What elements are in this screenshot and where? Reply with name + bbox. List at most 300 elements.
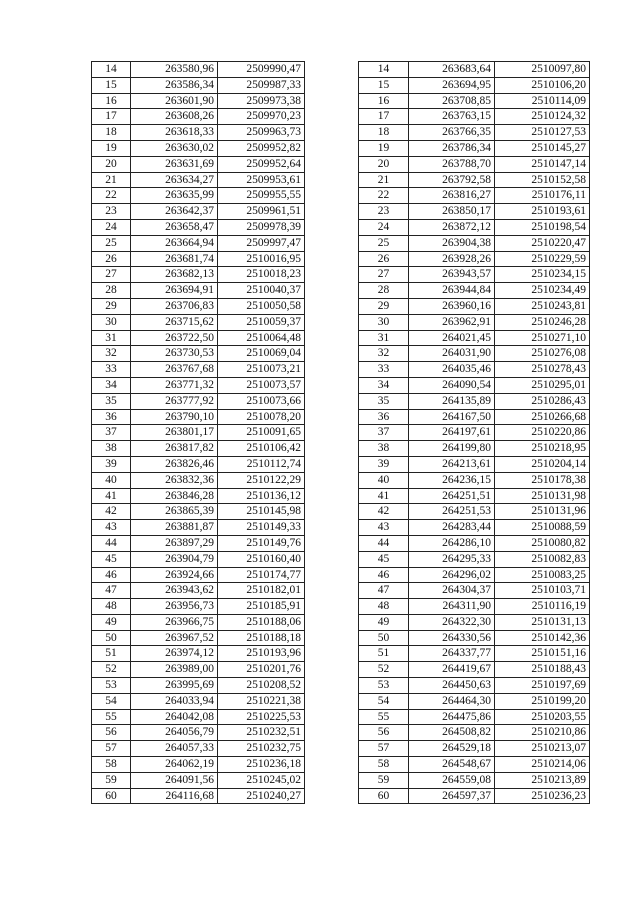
point-number-cell: 43 bbox=[359, 520, 409, 536]
x-coordinate-cell: 264464,30 bbox=[409, 693, 495, 709]
table-row bbox=[92, 204, 305, 220]
table-row bbox=[359, 520, 590, 536]
point-number-cell: 33 bbox=[359, 362, 409, 378]
y-coordinate-cell: 2510240,27 bbox=[218, 788, 305, 804]
x-coordinate-cell: 263730,53 bbox=[131, 346, 218, 362]
point-number-cell: 55 bbox=[92, 709, 131, 725]
x-coordinate-cell: 263956,73 bbox=[131, 599, 218, 615]
x-coordinate-cell: 263790,10 bbox=[131, 409, 218, 425]
table-row bbox=[92, 504, 305, 520]
x-coordinate-cell: 264597,37 bbox=[409, 788, 495, 804]
x-coordinate-cell: 263928,26 bbox=[409, 251, 495, 267]
table-row bbox=[359, 330, 590, 346]
table-row bbox=[359, 251, 590, 267]
y-coordinate-cell: 2510182,01 bbox=[218, 583, 305, 599]
y-coordinate-cell: 2510218,95 bbox=[495, 441, 590, 457]
table-row bbox=[359, 393, 590, 409]
x-coordinate-cell: 263786,34 bbox=[409, 140, 495, 156]
x-coordinate-cell: 263801,17 bbox=[131, 425, 218, 441]
point-number-cell: 22 bbox=[92, 188, 131, 204]
y-coordinate-cell: 2510103,71 bbox=[495, 583, 590, 599]
y-coordinate-cell: 2510152,58 bbox=[495, 172, 590, 188]
y-coordinate-cell: 2510243,81 bbox=[495, 298, 590, 314]
table-row bbox=[92, 425, 305, 441]
y-coordinate-cell: 2510151,16 bbox=[495, 646, 590, 662]
x-coordinate-cell: 263924,66 bbox=[131, 567, 218, 583]
table-row bbox=[359, 377, 590, 393]
table-row bbox=[92, 551, 305, 567]
point-number-cell: 21 bbox=[359, 172, 409, 188]
y-coordinate-cell: 2510220,86 bbox=[495, 425, 590, 441]
point-number-cell: 39 bbox=[92, 456, 131, 472]
point-number-cell: 58 bbox=[92, 757, 131, 773]
y-coordinate-cell: 2510232,75 bbox=[218, 741, 305, 757]
y-coordinate-cell: 2510073,66 bbox=[218, 393, 305, 409]
coordinates-table-left bbox=[91, 61, 305, 804]
y-coordinate-cell: 2510193,96 bbox=[218, 646, 305, 662]
point-number-cell: 22 bbox=[359, 188, 409, 204]
y-coordinate-cell: 2510112,74 bbox=[218, 456, 305, 472]
y-coordinate-cell: 2510213,89 bbox=[495, 772, 590, 788]
point-number-cell: 43 bbox=[92, 520, 131, 536]
point-number-cell: 42 bbox=[92, 504, 131, 520]
table-row bbox=[359, 646, 590, 662]
table-row bbox=[92, 583, 305, 599]
point-number-cell: 59 bbox=[92, 772, 131, 788]
y-coordinate-cell: 2510286,43 bbox=[495, 393, 590, 409]
point-number-cell: 30 bbox=[92, 314, 131, 330]
y-coordinate-cell: 2509973,38 bbox=[218, 93, 305, 109]
point-number-cell: 35 bbox=[92, 393, 131, 409]
y-coordinate-cell: 2510083,25 bbox=[495, 567, 590, 583]
y-coordinate-cell: 2510234,49 bbox=[495, 283, 590, 299]
table-row bbox=[92, 662, 305, 678]
table-row bbox=[92, 62, 305, 78]
y-coordinate-cell: 2510236,23 bbox=[495, 788, 590, 804]
x-coordinate-cell: 263943,57 bbox=[409, 267, 495, 283]
x-coordinate-cell: 263944,84 bbox=[409, 283, 495, 299]
point-number-cell: 60 bbox=[359, 788, 409, 804]
y-coordinate-cell: 2510127,53 bbox=[495, 125, 590, 141]
x-coordinate-cell: 263850,17 bbox=[409, 204, 495, 220]
x-coordinate-cell: 263846,28 bbox=[131, 488, 218, 504]
y-coordinate-cell: 2510136,12 bbox=[218, 488, 305, 504]
y-coordinate-cell: 2510082,83 bbox=[495, 551, 590, 567]
y-coordinate-cell: 2510078,20 bbox=[218, 409, 305, 425]
x-coordinate-cell: 263722,50 bbox=[131, 330, 218, 346]
y-coordinate-cell: 2509952,64 bbox=[218, 156, 305, 172]
table-row bbox=[359, 472, 590, 488]
y-coordinate-cell: 2510088,59 bbox=[495, 520, 590, 536]
x-coordinate-cell: 263631,69 bbox=[131, 156, 218, 172]
point-number-cell: 40 bbox=[359, 472, 409, 488]
point-number-cell: 30 bbox=[359, 314, 409, 330]
table-row bbox=[359, 599, 590, 615]
y-coordinate-cell: 2510210,86 bbox=[495, 725, 590, 741]
x-coordinate-cell: 263706,83 bbox=[131, 298, 218, 314]
table-row bbox=[92, 646, 305, 662]
table-row bbox=[359, 551, 590, 567]
x-coordinate-cell: 263715,62 bbox=[131, 314, 218, 330]
table-row bbox=[359, 614, 590, 630]
y-coordinate-cell: 2510229,59 bbox=[495, 251, 590, 267]
x-coordinate-cell: 263816,27 bbox=[409, 188, 495, 204]
y-coordinate-cell: 2510160,40 bbox=[218, 551, 305, 567]
table-body bbox=[92, 62, 305, 804]
point-number-cell: 49 bbox=[359, 614, 409, 630]
table-row bbox=[359, 488, 590, 504]
point-number-cell: 38 bbox=[92, 441, 131, 457]
table-row bbox=[359, 62, 590, 78]
y-coordinate-cell: 2510059,37 bbox=[218, 314, 305, 330]
point-number-cell: 23 bbox=[92, 204, 131, 220]
y-coordinate-cell: 2510208,52 bbox=[218, 678, 305, 694]
point-number-cell: 16 bbox=[359, 93, 409, 109]
table-row bbox=[92, 772, 305, 788]
x-coordinate-cell: 263974,12 bbox=[131, 646, 218, 662]
point-number-cell: 41 bbox=[359, 488, 409, 504]
table-row bbox=[359, 298, 590, 314]
x-coordinate-cell: 264296,02 bbox=[409, 567, 495, 583]
x-coordinate-cell: 263694,91 bbox=[131, 283, 218, 299]
coordinates-table-right bbox=[358, 61, 590, 804]
x-coordinate-cell: 263618,33 bbox=[131, 125, 218, 141]
point-number-cell: 15 bbox=[92, 77, 131, 93]
point-number-cell: 27 bbox=[92, 267, 131, 283]
y-coordinate-cell: 2509987,33 bbox=[218, 77, 305, 93]
table-row bbox=[92, 535, 305, 551]
x-coordinate-cell: 264330,56 bbox=[409, 630, 495, 646]
point-number-cell: 47 bbox=[359, 583, 409, 599]
point-number-cell: 20 bbox=[92, 156, 131, 172]
x-coordinate-cell: 263586,34 bbox=[131, 77, 218, 93]
x-coordinate-cell: 264062,19 bbox=[131, 757, 218, 773]
x-coordinate-cell: 263826,46 bbox=[131, 456, 218, 472]
point-number-cell: 34 bbox=[92, 377, 131, 393]
x-coordinate-cell: 263943,62 bbox=[131, 583, 218, 599]
y-coordinate-cell: 2510199,20 bbox=[495, 693, 590, 709]
point-number-cell: 41 bbox=[92, 488, 131, 504]
table-row bbox=[359, 662, 590, 678]
x-coordinate-cell: 263681,74 bbox=[131, 251, 218, 267]
table-row bbox=[92, 693, 305, 709]
table-row bbox=[92, 283, 305, 299]
table-row bbox=[359, 235, 590, 251]
point-number-cell: 26 bbox=[359, 251, 409, 267]
table-row bbox=[92, 456, 305, 472]
point-number-cell: 31 bbox=[92, 330, 131, 346]
y-coordinate-cell: 2510188,43 bbox=[495, 662, 590, 678]
x-coordinate-cell: 263694,95 bbox=[409, 77, 495, 93]
y-coordinate-cell: 2510295,01 bbox=[495, 377, 590, 393]
table-row bbox=[92, 140, 305, 156]
point-number-cell: 24 bbox=[92, 219, 131, 235]
x-coordinate-cell: 263642,37 bbox=[131, 204, 218, 220]
point-number-cell: 54 bbox=[359, 693, 409, 709]
table-row bbox=[92, 362, 305, 378]
table-row bbox=[92, 377, 305, 393]
point-number-cell: 46 bbox=[92, 567, 131, 583]
y-coordinate-cell: 2510185,91 bbox=[218, 599, 305, 615]
x-coordinate-cell: 264295,33 bbox=[409, 551, 495, 567]
x-coordinate-cell: 264197,61 bbox=[409, 425, 495, 441]
x-coordinate-cell: 263658,47 bbox=[131, 219, 218, 235]
table-row bbox=[359, 125, 590, 141]
y-coordinate-cell: 2510142,36 bbox=[495, 630, 590, 646]
point-number-cell: 18 bbox=[92, 125, 131, 141]
table-row bbox=[92, 709, 305, 725]
table-row bbox=[92, 125, 305, 141]
table-row bbox=[359, 77, 590, 93]
table-row bbox=[92, 219, 305, 235]
table-row bbox=[359, 504, 590, 520]
x-coordinate-cell: 264057,33 bbox=[131, 741, 218, 757]
point-number-cell: 17 bbox=[92, 109, 131, 125]
y-coordinate-cell: 2509997,47 bbox=[218, 235, 305, 251]
table-row bbox=[359, 583, 590, 599]
y-coordinate-cell: 2510178,38 bbox=[495, 472, 590, 488]
point-number-cell: 50 bbox=[359, 630, 409, 646]
y-coordinate-cell: 2510091,65 bbox=[218, 425, 305, 441]
table-row bbox=[92, 330, 305, 346]
point-number-cell: 29 bbox=[92, 298, 131, 314]
y-coordinate-cell: 2510197,69 bbox=[495, 678, 590, 694]
point-number-cell: 59 bbox=[359, 772, 409, 788]
point-number-cell: 25 bbox=[92, 235, 131, 251]
point-number-cell: 48 bbox=[92, 599, 131, 615]
y-coordinate-cell: 2510278,43 bbox=[495, 362, 590, 378]
table-row bbox=[92, 235, 305, 251]
x-coordinate-cell: 264283,44 bbox=[409, 520, 495, 536]
x-coordinate-cell: 264529,18 bbox=[409, 741, 495, 757]
table-row bbox=[359, 693, 590, 709]
x-coordinate-cell: 263767,68 bbox=[131, 362, 218, 378]
point-number-cell: 52 bbox=[359, 662, 409, 678]
table-row bbox=[92, 630, 305, 646]
y-coordinate-cell: 2510213,07 bbox=[495, 741, 590, 757]
table-row bbox=[92, 93, 305, 109]
x-coordinate-cell: 263904,38 bbox=[409, 235, 495, 251]
y-coordinate-cell: 2510106,42 bbox=[218, 441, 305, 457]
y-coordinate-cell: 2510145,98 bbox=[218, 504, 305, 520]
table-row bbox=[359, 109, 590, 125]
table-row bbox=[359, 267, 590, 283]
y-coordinate-cell: 2510221,38 bbox=[218, 693, 305, 709]
x-coordinate-cell: 263832,36 bbox=[131, 472, 218, 488]
point-number-cell: 36 bbox=[359, 409, 409, 425]
point-number-cell: 29 bbox=[359, 298, 409, 314]
x-coordinate-cell: 264091,56 bbox=[131, 772, 218, 788]
table-row bbox=[359, 741, 590, 757]
y-coordinate-cell: 2510236,18 bbox=[218, 757, 305, 773]
x-coordinate-cell: 264090,54 bbox=[409, 377, 495, 393]
point-number-cell: 31 bbox=[359, 330, 409, 346]
y-coordinate-cell: 2510234,15 bbox=[495, 267, 590, 283]
y-coordinate-cell: 2510188,06 bbox=[218, 614, 305, 630]
point-number-cell: 57 bbox=[92, 741, 131, 757]
point-number-cell: 46 bbox=[359, 567, 409, 583]
x-coordinate-cell: 263664,94 bbox=[131, 235, 218, 251]
x-coordinate-cell: 264035,46 bbox=[409, 362, 495, 378]
point-number-cell: 44 bbox=[92, 535, 131, 551]
x-coordinate-cell: 264508,82 bbox=[409, 725, 495, 741]
point-number-cell: 53 bbox=[92, 678, 131, 694]
table-row bbox=[92, 156, 305, 172]
table-row bbox=[359, 772, 590, 788]
table-row bbox=[359, 188, 590, 204]
y-coordinate-cell: 2510220,47 bbox=[495, 235, 590, 251]
table-row bbox=[359, 725, 590, 741]
y-coordinate-cell: 2510016,95 bbox=[218, 251, 305, 267]
point-number-cell: 49 bbox=[92, 614, 131, 630]
x-coordinate-cell: 263708,85 bbox=[409, 93, 495, 109]
y-coordinate-cell: 2509961,51 bbox=[218, 204, 305, 220]
y-coordinate-cell: 2509952,82 bbox=[218, 140, 305, 156]
point-number-cell: 19 bbox=[92, 140, 131, 156]
point-number-cell: 24 bbox=[359, 219, 409, 235]
table-row bbox=[359, 204, 590, 220]
point-number-cell: 26 bbox=[92, 251, 131, 267]
y-coordinate-cell: 2510203,55 bbox=[495, 709, 590, 725]
table-row bbox=[359, 283, 590, 299]
y-coordinate-cell: 2510073,57 bbox=[218, 377, 305, 393]
point-number-cell: 48 bbox=[359, 599, 409, 615]
y-coordinate-cell: 2509990,47 bbox=[218, 62, 305, 78]
y-coordinate-cell: 2510097,80 bbox=[495, 62, 590, 78]
point-number-cell: 23 bbox=[359, 204, 409, 220]
x-coordinate-cell: 264548,67 bbox=[409, 757, 495, 773]
x-coordinate-cell: 264021,45 bbox=[409, 330, 495, 346]
point-number-cell: 57 bbox=[359, 741, 409, 757]
x-coordinate-cell: 264116,68 bbox=[131, 788, 218, 804]
point-number-cell: 15 bbox=[359, 77, 409, 93]
y-coordinate-cell: 2510018,23 bbox=[218, 267, 305, 283]
table-row bbox=[359, 757, 590, 773]
table-row bbox=[359, 172, 590, 188]
x-coordinate-cell: 264236,15 bbox=[409, 472, 495, 488]
x-coordinate-cell: 263967,52 bbox=[131, 630, 218, 646]
point-number-cell: 37 bbox=[92, 425, 131, 441]
y-coordinate-cell: 2510245,02 bbox=[218, 772, 305, 788]
point-number-cell: 53 bbox=[359, 678, 409, 694]
point-number-cell: 51 bbox=[92, 646, 131, 662]
y-coordinate-cell: 2510122,29 bbox=[218, 472, 305, 488]
table-row bbox=[359, 630, 590, 646]
x-coordinate-cell: 264304,37 bbox=[409, 583, 495, 599]
y-coordinate-cell: 2509963,73 bbox=[218, 125, 305, 141]
x-coordinate-cell: 263989,00 bbox=[131, 662, 218, 678]
point-number-cell: 19 bbox=[359, 140, 409, 156]
point-number-cell: 39 bbox=[359, 456, 409, 472]
x-coordinate-cell: 263962,91 bbox=[409, 314, 495, 330]
x-coordinate-cell: 264167,50 bbox=[409, 409, 495, 425]
table-row bbox=[92, 567, 305, 583]
y-coordinate-cell: 2509978,39 bbox=[218, 219, 305, 235]
x-coordinate-cell: 264286,10 bbox=[409, 535, 495, 551]
x-coordinate-cell: 264056,79 bbox=[131, 725, 218, 741]
x-coordinate-cell: 264033,94 bbox=[131, 693, 218, 709]
y-coordinate-cell: 2510149,76 bbox=[218, 535, 305, 551]
table-row bbox=[359, 156, 590, 172]
table-row bbox=[92, 599, 305, 615]
table-row bbox=[92, 725, 305, 741]
table-row bbox=[359, 219, 590, 235]
table-body bbox=[359, 62, 590, 804]
table-row bbox=[92, 788, 305, 804]
x-coordinate-cell: 263777,92 bbox=[131, 393, 218, 409]
x-coordinate-cell: 263995,69 bbox=[131, 678, 218, 694]
x-coordinate-cell: 263682,13 bbox=[131, 267, 218, 283]
x-coordinate-cell: 264311,90 bbox=[409, 599, 495, 615]
x-coordinate-cell: 263788,70 bbox=[409, 156, 495, 172]
y-coordinate-cell: 2510131,98 bbox=[495, 488, 590, 504]
table-row bbox=[359, 409, 590, 425]
point-number-cell: 17 bbox=[359, 109, 409, 125]
x-coordinate-cell: 264251,51 bbox=[409, 488, 495, 504]
y-coordinate-cell: 2510271,10 bbox=[495, 330, 590, 346]
y-coordinate-cell: 2510204,14 bbox=[495, 456, 590, 472]
y-coordinate-cell: 2510147,14 bbox=[495, 156, 590, 172]
x-coordinate-cell: 264031,90 bbox=[409, 346, 495, 362]
y-coordinate-cell: 2510064,48 bbox=[218, 330, 305, 346]
y-coordinate-cell: 2510232,51 bbox=[218, 725, 305, 741]
table-row bbox=[92, 314, 305, 330]
y-coordinate-cell: 2510145,27 bbox=[495, 140, 590, 156]
y-coordinate-cell: 2510069,04 bbox=[218, 346, 305, 362]
point-number-cell: 34 bbox=[359, 377, 409, 393]
y-coordinate-cell: 2510040,37 bbox=[218, 283, 305, 299]
x-coordinate-cell: 263630,02 bbox=[131, 140, 218, 156]
point-number-cell: 54 bbox=[92, 693, 131, 709]
table-row bbox=[92, 393, 305, 409]
y-coordinate-cell: 2510149,33 bbox=[218, 520, 305, 536]
y-coordinate-cell: 2509953,61 bbox=[218, 172, 305, 188]
point-number-cell: 35 bbox=[359, 393, 409, 409]
table-row bbox=[359, 314, 590, 330]
point-number-cell: 50 bbox=[92, 630, 131, 646]
point-number-cell: 38 bbox=[359, 441, 409, 457]
table-row bbox=[359, 140, 590, 156]
point-number-cell: 40 bbox=[92, 472, 131, 488]
y-coordinate-cell: 2510073,21 bbox=[218, 362, 305, 378]
y-coordinate-cell: 2510174,77 bbox=[218, 567, 305, 583]
point-number-cell: 32 bbox=[92, 346, 131, 362]
table-row bbox=[359, 425, 590, 441]
point-number-cell: 33 bbox=[92, 362, 131, 378]
point-number-cell: 44 bbox=[359, 535, 409, 551]
point-number-cell: 55 bbox=[359, 709, 409, 725]
point-number-cell: 14 bbox=[92, 62, 131, 78]
x-coordinate-cell: 263634,27 bbox=[131, 172, 218, 188]
point-number-cell: 20 bbox=[359, 156, 409, 172]
y-coordinate-cell: 2510214,06 bbox=[495, 757, 590, 773]
x-coordinate-cell: 263865,39 bbox=[131, 504, 218, 520]
table-row bbox=[92, 188, 305, 204]
point-number-cell: 28 bbox=[359, 283, 409, 299]
x-coordinate-cell: 263601,90 bbox=[131, 93, 218, 109]
y-coordinate-cell: 2510201,76 bbox=[218, 662, 305, 678]
table-row bbox=[359, 535, 590, 551]
point-number-cell: 52 bbox=[92, 662, 131, 678]
y-coordinate-cell: 2510106,20 bbox=[495, 77, 590, 93]
y-coordinate-cell: 2510198,54 bbox=[495, 219, 590, 235]
table-row bbox=[92, 614, 305, 630]
table-row bbox=[92, 409, 305, 425]
table-row bbox=[92, 741, 305, 757]
x-coordinate-cell: 263763,15 bbox=[409, 109, 495, 125]
point-number-cell: 32 bbox=[359, 346, 409, 362]
y-coordinate-cell: 2510050,58 bbox=[218, 298, 305, 314]
